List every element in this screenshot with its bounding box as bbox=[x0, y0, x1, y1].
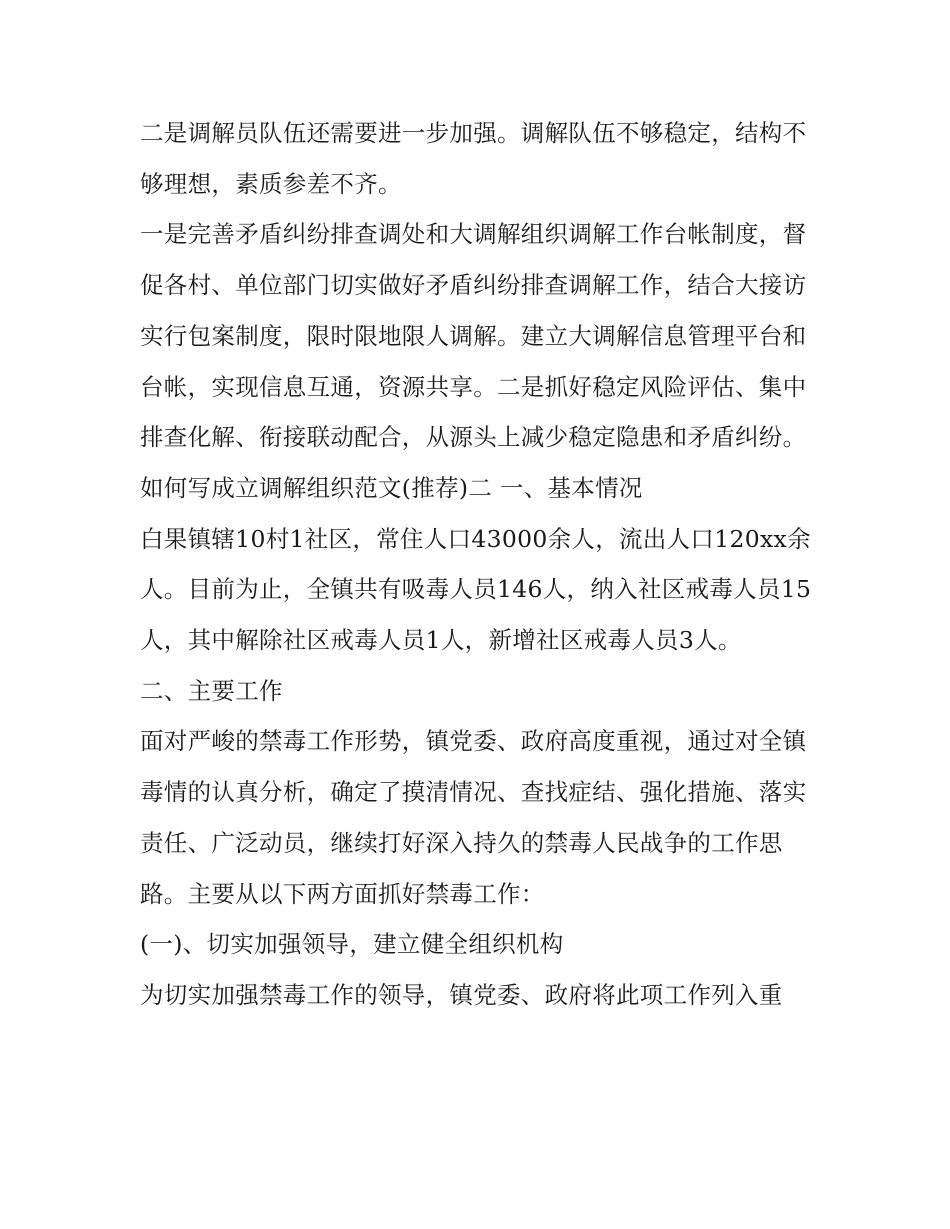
paragraph-leadership: 为切实加强禁毒工作的领导，镇党委、政府将此项工作列入重 bbox=[140, 980, 783, 1009]
section-heading-main-work: 二、主要工作 bbox=[140, 676, 283, 705]
document-body bbox=[140, 108, 820, 1021]
subsection-heading-leadership: (一)、切实加强领导，建立健全组织机构 bbox=[140, 930, 564, 959]
paragraph-work-approach: 面对严峻的禁毒工作形势，镇党委、政府高度重视，通过对全镇毒情的认真分析，确定了摸清情况、查找症结、强化措施、落实责任、广泛动员，继续打好深入持久的禁毒人民战争的工作思路。主要从以下两方面抓好禁毒工作： bbox=[140, 727, 807, 908]
section-heading-basic-situation: 如何写成立调解组织范文(推荐)二 一、基本情况 bbox=[140, 473, 643, 502]
paragraph-mediator-team: 二是调解员队伍还需要进一步加强。调解队伍不够稳定，结构不够理想，素质参差不齐。 bbox=[140, 119, 807, 198]
paragraph-population: 白果镇辖10村1社区，常住人口43000余人，流出人口120xx余人。目前为止，全镇共有吸毒人员146人，纳入社区戒毒人员15人，其中解除社区戒毒人员1人，新增社区戒毒人员3人。 bbox=[140, 524, 812, 655]
paragraph-measures: 一是完善矛盾纠纷排查调处和大调解组织调解工作台帐制度，督促各村、单位部门切实做好矛盾纠纷排查调解工作，结合大接访实行包案制度，限时限地限人调解。建立大调解信息管理平台和台帐，实现信息互通，资源共享。二是抓好稳定风险评估、集中排查化解、衔接联动配合，从源头上减少稳定隐患和矛盾纠纷。 bbox=[140, 220, 807, 452]
